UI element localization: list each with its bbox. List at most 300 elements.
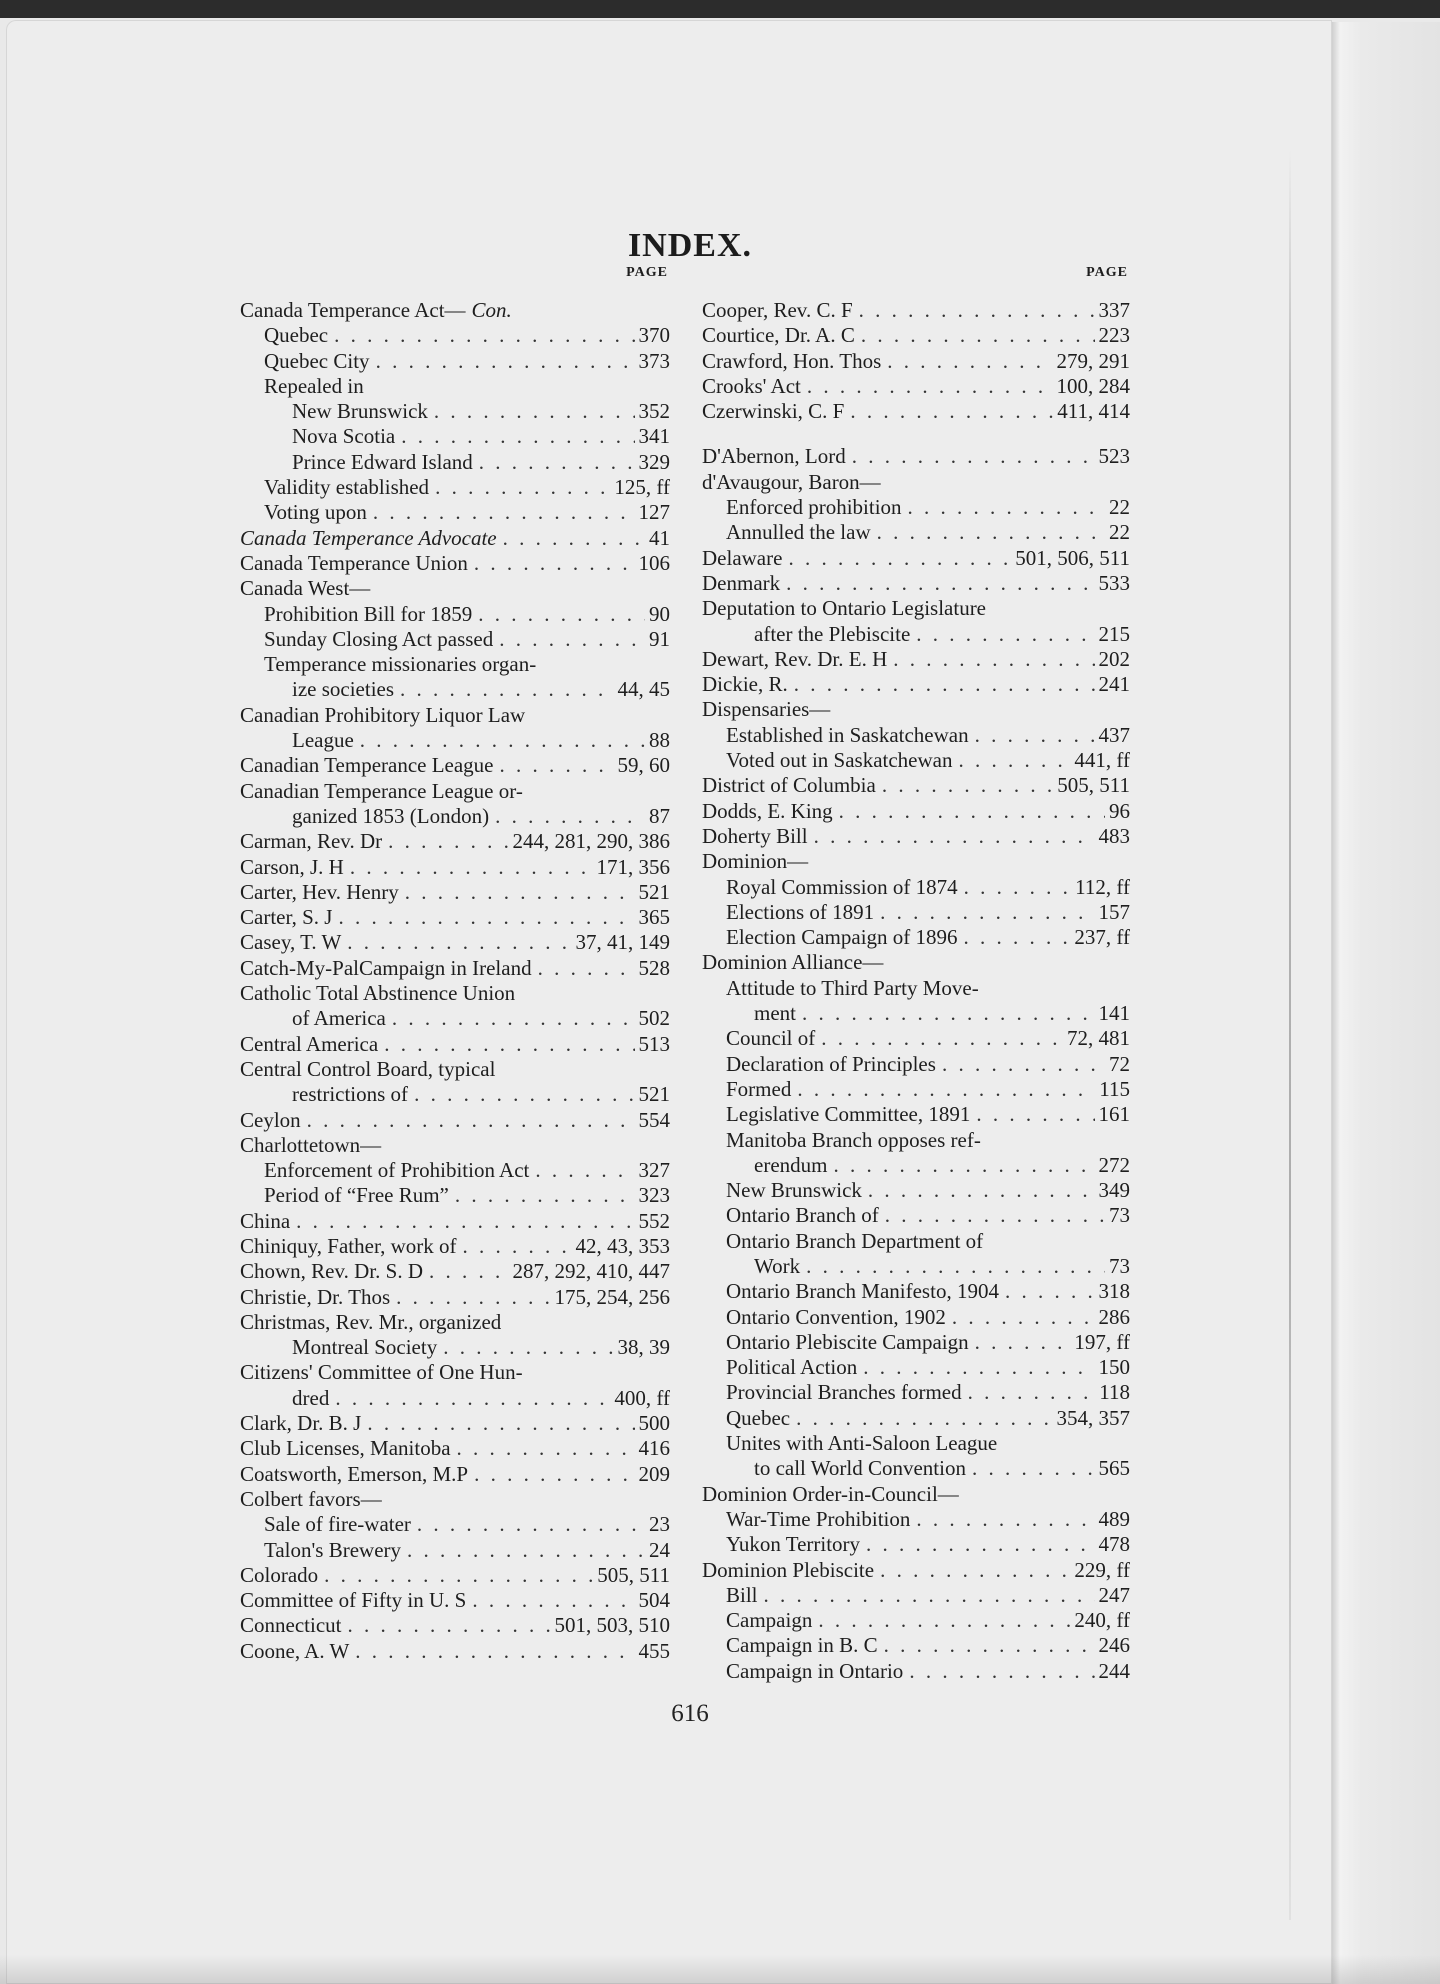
index-entry [240, 551, 670, 576]
index-entry-label: Montreal Society [292, 1335, 438, 1360]
dot-leader [347, 1613, 550, 1638]
index-entry-pages: 504 [638, 1588, 670, 1613]
index-entry [702, 672, 1130, 697]
index-entry-pages: 24 [649, 1537, 670, 1562]
index-entry-label: Coone, A. W [240, 1638, 350, 1663]
index-entry-pages: 42, 43, 353 [575, 1233, 670, 1258]
index-entry-label: Bill [726, 1582, 758, 1607]
dot-leader [959, 748, 1071, 773]
dot-leader [850, 399, 1053, 424]
index-entry-pages: 411, 414 [1057, 399, 1130, 424]
dot-leader [852, 444, 1095, 469]
index-entry-pages: 37, 41, 149 [575, 930, 670, 955]
index-entries-right [702, 298, 1130, 1684]
dot-leader [405, 880, 635, 905]
index-entry-pages: 106 [638, 550, 670, 575]
index-entry-label: Quebec [264, 323, 329, 348]
index-entry [702, 647, 1130, 672]
index-entry-pages: 501, 503, 510 [554, 1613, 670, 1638]
index-entry [702, 1203, 1130, 1228]
index-entry-label: Period of “Free Rum” [264, 1183, 449, 1208]
index-entry-label: Formed [726, 1076, 792, 1101]
index-spacer [702, 424, 1130, 444]
dot-leader [972, 1456, 1095, 1481]
index-entry-label: Canadian Temperance League or- [240, 778, 523, 803]
index-entry [702, 1178, 1130, 1203]
dot-leader [334, 323, 634, 348]
index-entry-pages: 125, ff [614, 475, 670, 500]
dot-leader [443, 1335, 613, 1360]
index-entry-pages: 287, 292, 410, 447 [512, 1259, 670, 1284]
index-entry-label: Sunday Closing Act passed [264, 626, 494, 651]
index-entry-pages: 202 [1098, 646, 1130, 671]
index-entry [240, 1183, 670, 1208]
index-entry [702, 298, 1130, 323]
index-entry-label: Central America [240, 1031, 379, 1056]
index-entry [240, 855, 670, 880]
index-entry-label: Legislative Committee, 1891 [726, 1102, 971, 1127]
index-entry [702, 399, 1130, 424]
index-entry-pages: 500 [638, 1411, 670, 1436]
index-entry [702, 1608, 1130, 1633]
index-entry-pages: 72 [1109, 1051, 1130, 1076]
index-entry [702, 1355, 1130, 1380]
index-entry-label: Canada Temperance Act— [240, 298, 466, 322]
index-entry-pages: 327 [638, 1158, 670, 1183]
index-entry-label: d'Avaugour, Baron— [702, 469, 881, 494]
index-entry [240, 981, 670, 1006]
index-entry-label: Ontario Convention, 1902 [726, 1304, 946, 1329]
index-entry [702, 546, 1130, 571]
index-entry [240, 930, 670, 955]
dot-leader [335, 1386, 610, 1411]
index-entry-pages: 441, ff [1074, 748, 1130, 773]
dot-leader [296, 1209, 634, 1234]
index-entry-label: of America [292, 1006, 386, 1031]
index-entry-label: Voted out in Saskatchewan [726, 748, 953, 773]
index-entry [240, 1032, 670, 1057]
dot-leader [429, 1259, 509, 1284]
index-entry-pages: 286 [1098, 1304, 1130, 1329]
index-entry-pages: 244 [1098, 1658, 1130, 1683]
index-entry [702, 950, 1130, 975]
index-entry-pages: 175, 254, 256 [554, 1284, 670, 1309]
dot-leader [866, 1532, 1094, 1557]
dot-leader [474, 1462, 634, 1487]
index-entry-label: Ontario Branch Department of [726, 1228, 984, 1253]
index-entry-label: restrictions of [292, 1082, 409, 1107]
dot-leader [347, 930, 571, 955]
dot-leader [952, 1305, 1095, 1330]
index-entry [702, 622, 1130, 647]
index-entry [240, 1639, 670, 1664]
index-entry-label: Royal Commission of 1874 [726, 874, 958, 899]
index-entry-pages: 223 [1098, 323, 1130, 348]
index-entry-pages: 118 [1099, 1380, 1130, 1405]
dot-leader [893, 647, 1094, 672]
index-entry-label: Charlottetown— [240, 1132, 382, 1157]
index-entry-pages: 370 [638, 323, 670, 348]
index-entry [702, 1558, 1130, 1583]
index-entry-pages: 272 [1098, 1152, 1130, 1177]
index-entry-label: Dewart, Rev. Dr. E. H [702, 646, 888, 671]
index-entry [240, 652, 670, 677]
index-entry-pages: 44, 45 [617, 677, 670, 702]
index-entry [240, 1209, 670, 1234]
index-entry-label-suffix: Con. [471, 298, 512, 322]
dot-leader [360, 728, 645, 753]
index-entry-label: Provincial Branches formed [726, 1380, 962, 1405]
index-entry-label: erendum [754, 1152, 828, 1177]
index-entry [240, 1436, 670, 1461]
index-entry-label: Elections of 1891 [726, 899, 875, 924]
dot-leader [968, 1380, 1096, 1405]
index-entry-pages: 59, 60 [617, 753, 670, 778]
dot-leader [877, 520, 1105, 545]
dot-leader [908, 495, 1105, 520]
index-entry-pages: 352 [638, 399, 670, 424]
page-title: INDEX. [627, 226, 753, 264]
index-entry-pages: 229, ff [1074, 1557, 1130, 1582]
index-entry-label: Attitude to Third Party Move- [726, 975, 979, 1000]
index-entry [240, 526, 670, 551]
index-entry [240, 956, 670, 981]
index-entry-pages: 197, ff [1074, 1329, 1130, 1354]
index-entry [240, 424, 670, 449]
index-entry-pages: 247 [1098, 1582, 1130, 1607]
index-entry-label: Christmas, Rev. Mr., organized [240, 1309, 502, 1334]
dot-leader [400, 677, 613, 702]
index-entry-label: Voting upon [264, 500, 367, 525]
index-entry-label: Ontario Branch Manifesto, 1904 [726, 1279, 999, 1304]
index-entry-pages: 72, 481 [1067, 1026, 1130, 1051]
dot-leader [474, 551, 635, 576]
index-entry [702, 900, 1130, 925]
index-entry-pages: 157 [1098, 899, 1130, 924]
index-entry-label: Manitoba Branch opposes ref- [726, 1127, 981, 1152]
dot-leader [975, 723, 1095, 748]
dot-leader [455, 1183, 635, 1208]
index-entry-pages: 127 [638, 500, 670, 525]
index-entry-pages: 533 [1098, 570, 1130, 595]
index-entry-label: Dominion Plebiscite [702, 1557, 875, 1582]
index-entry [240, 1538, 670, 1563]
index-entry-label: ment [754, 1001, 796, 1026]
index-entry [240, 1462, 670, 1487]
index-entry-label: Sale of fire-water [264, 1512, 411, 1537]
dot-leader [814, 824, 1095, 849]
index-entry [240, 627, 670, 652]
index-entry-label: to call World Convention [754, 1456, 966, 1481]
index-entry-pages: 23 [649, 1512, 670, 1537]
index-entry-label: Crawford, Hon. Thos [702, 348, 882, 373]
index-entry-label: Deputation to Ontario Legislature [702, 596, 987, 621]
index-entry-label: Courtice, Dr. A. C [702, 323, 855, 348]
index-entry-pages: 90 [649, 601, 670, 626]
dot-leader [975, 1330, 1071, 1355]
index-entry-label: Coatsworth, Emerson, M.P [240, 1461, 469, 1486]
index-entry-pages: 96 [1109, 798, 1130, 823]
index-entry-pages: 73 [1109, 1253, 1130, 1278]
index-entry-pages: 365 [638, 905, 670, 930]
dot-leader [806, 1254, 1105, 1279]
index-entry-label: Chown, Rev. Dr. S. D [240, 1259, 423, 1284]
index-entry-pages: 329 [638, 449, 670, 474]
index-entry-pages: 437 [1098, 722, 1130, 747]
index-entry-label: League [292, 728, 354, 753]
index-entry-pages: 354, 357 [1056, 1405, 1130, 1430]
index-entry-label: Citizens' Committee of One Hun- [240, 1360, 523, 1385]
index-entry-label: Denmark [702, 570, 781, 595]
dot-leader [499, 627, 645, 652]
index-entry [702, 824, 1130, 849]
index-entry-label: Dominion Alliance— [702, 950, 884, 975]
dot-leader [796, 1406, 1052, 1431]
index-entry-label: Declaration of Principles [726, 1051, 936, 1076]
index-entry-pages: 73 [1109, 1203, 1130, 1228]
index-entry-pages: 87 [649, 803, 670, 828]
index-entry [702, 799, 1130, 824]
index-entry-label: Colbert favors— [240, 1486, 382, 1511]
index-entry [702, 571, 1130, 596]
index-entry [702, 1330, 1130, 1355]
index-entry-label: Committee of Fifty in U. S [240, 1588, 467, 1613]
dot-leader [802, 1001, 1095, 1026]
dot-leader [916, 622, 1094, 647]
index-entry-pages: 505, 511 [597, 1562, 670, 1587]
index-entry-label: Campaign [726, 1608, 813, 1633]
index-entry-pages: 241 [1098, 672, 1130, 697]
dot-leader [472, 1588, 634, 1613]
index-entry-pages: 246 [1098, 1633, 1130, 1658]
index-entry-label: Ontario Plebiscite Campaign [726, 1329, 969, 1354]
dot-leader [388, 829, 508, 854]
index-entry-label: Dispensaries— [702, 697, 831, 722]
dot-leader [367, 1411, 634, 1436]
index-entry-label: Casey, T. W [240, 930, 342, 955]
index-entry [240, 779, 670, 804]
dot-leader [859, 298, 1095, 323]
dot-leader [503, 526, 645, 551]
index-entry [702, 1583, 1130, 1608]
index-entry [240, 1259, 670, 1284]
dot-leader [861, 323, 1095, 348]
index-entry [702, 748, 1130, 773]
index-entry-label: Nova Scotia [292, 424, 396, 449]
index-entry-pages: 502 [638, 1006, 670, 1031]
index-column-left [240, 262, 670, 1664]
index-entry-pages: 88 [649, 728, 670, 753]
index-entry [240, 1386, 670, 1411]
index-entry-label: Carson, J. H [240, 854, 344, 879]
index-entry-pages: 505, 511 [1057, 773, 1130, 798]
dot-leader [909, 1659, 1094, 1684]
dot-leader [307, 1108, 635, 1133]
dot-leader [401, 424, 634, 449]
index-entry [240, 374, 670, 399]
index-entry-label: Delaware [702, 545, 783, 570]
index-entry-pages: 337 [1098, 298, 1130, 322]
dot-leader [964, 925, 1071, 950]
index-entry [702, 1380, 1130, 1405]
index-entry [240, 576, 670, 601]
index-entry [702, 323, 1130, 348]
index-entry [702, 349, 1130, 374]
index-entry-pages: 237, ff [1074, 925, 1130, 950]
scan-shadow [0, 1955, 1440, 1984]
index-entry [240, 1108, 670, 1133]
dot-leader [786, 571, 1094, 596]
dot-leader [535, 1158, 634, 1183]
index-entry-pages: 91 [649, 626, 670, 651]
index-entry [240, 753, 670, 778]
index-entry-label: Quebec City [264, 348, 370, 373]
index-entry-pages: 528 [638, 955, 670, 980]
index-entry-label: after the Plebiscite [754, 621, 911, 646]
dot-leader [479, 450, 635, 475]
index-entry [702, 520, 1130, 545]
index-entry-pages: 244, 281, 290, 386 [512, 829, 670, 854]
index-entry [240, 1487, 670, 1512]
dot-leader [882, 773, 1053, 798]
index-entry-label: Dodds, E. King [702, 798, 833, 823]
index-entry [702, 1128, 1130, 1153]
dot-leader [407, 1538, 645, 1563]
index-entry-label: Connecticut [240, 1613, 342, 1638]
index-entry-label: Canada Temperance Advocate [240, 525, 497, 550]
index-entry-label: Validity established [264, 475, 430, 500]
index-entry-label: Election Campaign of 1896 [726, 925, 958, 950]
index-entry-pages: 513 [638, 1031, 670, 1056]
index-entry-label: Prince Edward Island [292, 449, 473, 474]
index-entry-label: Enforced prohibition [726, 495, 902, 520]
index-entry [702, 1305, 1130, 1330]
index-entry [702, 1026, 1130, 1051]
index-entry [702, 723, 1130, 748]
index-entry-label: New Brunswick [726, 1178, 862, 1203]
index-entry-label: War-Time Prohibition [726, 1506, 911, 1531]
index-entry-label: Catholic Total Abstinence Union [240, 981, 516, 1006]
dot-leader [384, 1032, 634, 1057]
dot-leader [964, 875, 1072, 900]
index-entry-label: Dominion— [702, 849, 809, 874]
index-entry-label: ganized 1853 (London) [292, 803, 490, 828]
index-entry-pages: 161 [1098, 1102, 1130, 1127]
index-entry [240, 1588, 670, 1613]
dot-leader [868, 1178, 1095, 1203]
dot-leader [338, 905, 634, 930]
index-entry-label: Political Action [726, 1355, 858, 1380]
index-entry-pages: 349 [1098, 1178, 1130, 1203]
index-entry [240, 1158, 670, 1183]
index-entry-pages: 171, 356 [596, 854, 670, 879]
index-entry [702, 1001, 1130, 1026]
index-entry-label: Catch-My-PalCampaign in Ireland [240, 955, 532, 980]
index-entry [702, 1507, 1130, 1532]
index-entry-pages: 554 [638, 1107, 670, 1132]
index-entry-pages: 141 [1098, 1001, 1130, 1026]
column-header-page: PAGE [626, 265, 668, 280]
index-entry-label: Doherty Bill [702, 823, 808, 848]
dot-leader [885, 1203, 1105, 1228]
page-number: 616 [671, 1700, 709, 1727]
index-entry-label: Repealed in [264, 373, 364, 398]
index-entry [702, 1659, 1130, 1684]
index-entry-label: Canadian Prohibitory Liquor Law [240, 702, 526, 727]
dot-leader [538, 956, 635, 981]
index-entry [240, 399, 670, 424]
dot-leader [495, 804, 645, 829]
index-entry [702, 1254, 1130, 1279]
index-entry [240, 880, 670, 905]
dot-leader [457, 1436, 635, 1461]
index-entry [240, 1411, 670, 1436]
index-entry [702, 1532, 1130, 1557]
index-entry [240, 1082, 670, 1107]
index-entry [240, 1512, 670, 1537]
index-entry-label: Clark, Dr. B. J [240, 1411, 362, 1436]
index-entry-pages: 22 [1109, 495, 1130, 520]
index-entry-pages: 483 [1098, 823, 1130, 848]
index-entry [240, 804, 670, 829]
index-entry [240, 323, 670, 348]
index-entry-pages: 323 [638, 1183, 670, 1208]
index-entry-pages: 501, 506, 511 [1015, 545, 1130, 570]
dot-leader [863, 1355, 1094, 1380]
index-entry-label: Council of [726, 1026, 816, 1051]
index-entry [240, 475, 670, 500]
dot-leader [376, 349, 635, 374]
index-entry-label: Colorado [240, 1562, 319, 1587]
dot-leader [818, 1608, 1070, 1633]
index-entry-label: Canada West— [240, 576, 371, 601]
index-entry-pages: 489 [1098, 1506, 1130, 1531]
index-entry [702, 925, 1130, 950]
index-entry [702, 1406, 1130, 1431]
index-entry-label: Crooks' Act [702, 373, 801, 398]
index-entry [702, 1102, 1130, 1127]
index-entry [240, 349, 670, 374]
index-entry [702, 596, 1130, 621]
dot-leader [821, 1026, 1063, 1051]
index-entry [240, 1613, 670, 1638]
index-entry-label: Christie, Dr. Thos [240, 1284, 391, 1309]
index-entry-label: Talon's Brewery [264, 1537, 402, 1562]
index-entry-label: Prohibition Bill for 1859 [264, 601, 473, 626]
index-entry-label: Temperance missionaries organ- [264, 652, 537, 677]
index-entry [240, 298, 670, 323]
index-entry-label: Unites with Anti-Saloon League [726, 1431, 998, 1456]
index-entry-label: Canadian Temperance League [240, 753, 494, 778]
dot-leader [976, 1102, 1094, 1127]
index-entry [240, 1335, 670, 1360]
index-entry-label: Canada Temperance Union [240, 550, 468, 575]
column-header-page: PAGE [1086, 265, 1128, 280]
dot-leader [797, 1077, 1095, 1102]
index-entry-label: Carter, S. J [240, 905, 333, 930]
dot-leader [1005, 1279, 1095, 1304]
index-entry [702, 470, 1130, 495]
dot-leader [392, 1006, 635, 1031]
dot-leader [435, 475, 610, 500]
index-entry-pages: 521 [638, 879, 670, 904]
index-entry-label: Campaign in Ontario [726, 1658, 904, 1683]
index-entry [240, 450, 670, 475]
index-entry-label: Central Control Board, typical [240, 1056, 496, 1081]
index-entry [702, 495, 1130, 520]
index-entry [240, 703, 670, 728]
index-entry-label: Campaign in B. C [726, 1633, 878, 1658]
